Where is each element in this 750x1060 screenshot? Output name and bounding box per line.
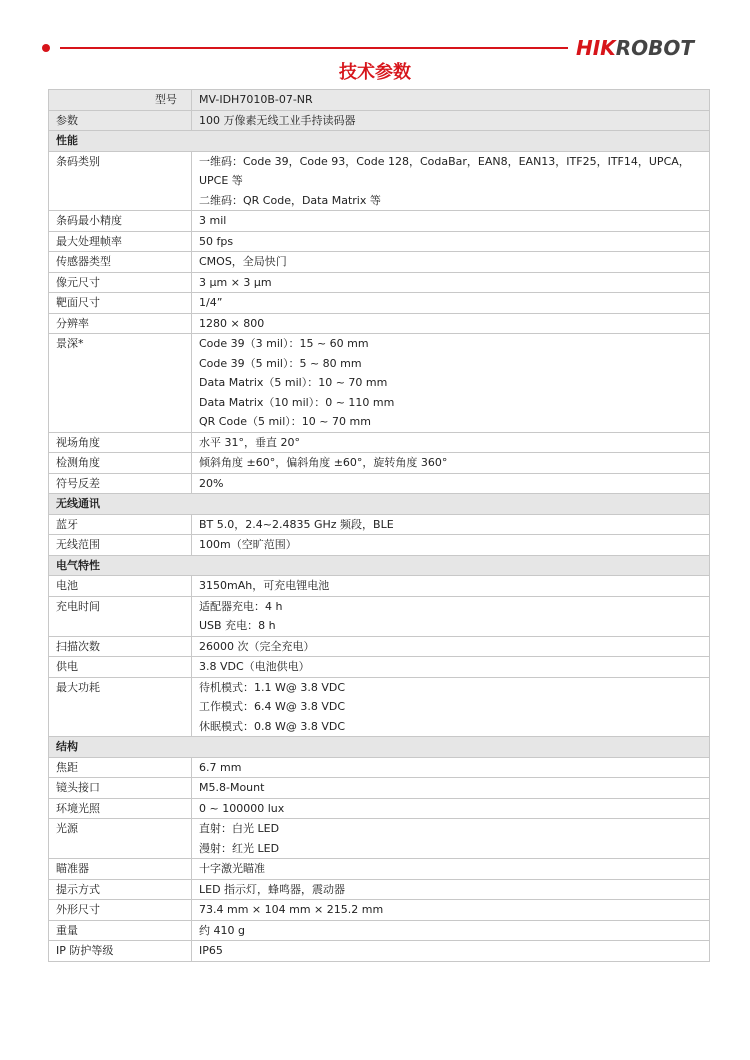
spec-value bbox=[192, 596, 710, 636]
spec-label: 焦距 bbox=[49, 757, 192, 778]
param-row bbox=[49, 110, 710, 131]
spec-value-line: 26000 次（完全充电） bbox=[199, 639, 315, 653]
spec-value-line: 3 μm × 3 μm bbox=[199, 275, 272, 289]
spec-label: 无线范围 bbox=[49, 535, 192, 556]
spec-value bbox=[192, 293, 710, 314]
spec-value bbox=[192, 657, 710, 678]
spec-value-line: QR Code（5 mil）：10 ~ 70 mm bbox=[199, 415, 371, 428]
spec-value bbox=[192, 798, 710, 819]
page-title: 技术参数 bbox=[339, 62, 411, 83]
spec-value-line: 3 mil bbox=[199, 214, 227, 227]
spec-row bbox=[49, 757, 710, 778]
spec-value bbox=[192, 941, 710, 962]
spec-value bbox=[192, 252, 710, 273]
spec-value-line: Code 39（3 mil）：15 ~ 60 mm bbox=[199, 337, 369, 350]
spec-label: 扫描次数 bbox=[49, 636, 192, 657]
spec-value bbox=[192, 334, 710, 433]
spec-label: IP 防护等级 bbox=[49, 941, 192, 962]
spec-value-line: 1280 × 800 bbox=[199, 316, 265, 330]
spec-value bbox=[192, 778, 710, 799]
spec-value-line: 待机模式：1.1 W@ 3.8 VDC bbox=[199, 680, 346, 694]
spec-value bbox=[192, 576, 710, 597]
spec-row bbox=[49, 535, 710, 556]
hikrobot-logo: HIKROBOT bbox=[576, 36, 694, 60]
spec-label: 符号反差 bbox=[49, 473, 192, 494]
spec-label: 电池 bbox=[49, 576, 192, 597]
spec-value-line: 约 410 g bbox=[199, 923, 245, 937]
spec-value-line: 一维码：Code 39，Code 93，Code 128，CodaBar，EAN8，EAN13，ITF25，ITF14，UPCA， bbox=[199, 154, 690, 168]
spec-value-line: 0 ~ 100000 lux bbox=[199, 801, 285, 815]
spec-value-line: USB 充电：8 h bbox=[199, 619, 276, 632]
spec-value-line: 直射：白光 LED bbox=[199, 822, 280, 835]
spec-label: 供电 bbox=[49, 657, 192, 678]
spec-value bbox=[192, 819, 710, 859]
spec-value bbox=[192, 473, 710, 494]
spec-value-line: 50 fps bbox=[199, 234, 234, 248]
section-header-row bbox=[49, 555, 710, 576]
spec-row bbox=[49, 151, 710, 211]
section-header-row bbox=[49, 494, 710, 515]
spec-value bbox=[192, 151, 710, 211]
spec-row bbox=[49, 677, 710, 737]
spec-row bbox=[49, 252, 710, 273]
section-title: 结构 bbox=[49, 737, 710, 758]
spec-label: 像元尺寸 bbox=[49, 272, 192, 293]
spec-label: 检测角度 bbox=[49, 453, 192, 474]
spec-row bbox=[49, 900, 710, 921]
spec-row bbox=[49, 313, 710, 334]
spec-row bbox=[49, 514, 710, 535]
header-red-dot bbox=[42, 44, 50, 52]
spec-row bbox=[49, 657, 710, 678]
spec-value-line: 适配器充电：4 h bbox=[199, 599, 283, 613]
spec-label: 外形尺寸 bbox=[49, 900, 192, 921]
spec-value-line: 6.7 mm bbox=[199, 760, 242, 774]
spec-label: 最大处理帧率 bbox=[49, 231, 192, 252]
section-header-row bbox=[49, 737, 710, 758]
spec-value-line: Data Matrix（10 mil）：0 ~ 110 mm bbox=[199, 395, 395, 409]
spec-value bbox=[192, 879, 710, 900]
spec-row bbox=[49, 819, 710, 859]
spec-value-line: 工作模式：6.4 W@ 3.8 VDC bbox=[199, 700, 346, 713]
spec-value-line: M5.8-Mount bbox=[199, 781, 265, 794]
spec-value bbox=[192, 757, 710, 778]
spec-row bbox=[49, 778, 710, 799]
model-row bbox=[49, 90, 710, 111]
spec-label: 充电时间 bbox=[49, 596, 192, 636]
spec-label: 环境光照 bbox=[49, 798, 192, 819]
spec-row bbox=[49, 596, 710, 636]
spec-value-line: 水平 31°，垂直 20° bbox=[199, 435, 300, 449]
spec-row bbox=[49, 798, 710, 819]
spec-label: 视场角度 bbox=[49, 432, 192, 453]
spec-value-line: 十字激光瞄准 bbox=[199, 862, 265, 875]
spec-row bbox=[49, 272, 710, 293]
param-label: 参数 bbox=[49, 110, 192, 131]
spec-value-line: 100m（空旷范围） bbox=[199, 538, 297, 551]
section-header-row bbox=[49, 131, 710, 152]
spec-value-line: 二维码：QR Code，Data Matrix 等 bbox=[199, 193, 381, 207]
model-value: MV-IDH7010B-07-NR bbox=[192, 90, 710, 111]
spec-value-line: UPCE 等 bbox=[199, 174, 243, 187]
spec-table bbox=[48, 89, 710, 962]
spec-label: 镜头接口 bbox=[49, 778, 192, 799]
spec-value bbox=[192, 272, 710, 293]
model-label: 型号 bbox=[49, 90, 192, 111]
spec-value bbox=[192, 636, 710, 657]
spec-value-line: IP65 bbox=[199, 944, 223, 957]
spec-value bbox=[192, 313, 710, 334]
section-title: 电气特性 bbox=[49, 555, 710, 576]
spec-value-line: 20% bbox=[199, 476, 224, 490]
spec-value-line: BT 5.0，2.4~2.4835 GHz 频段，BLE bbox=[199, 517, 394, 531]
spec-value-line: 休眠模式：0.8 W@ 3.8 VDC bbox=[199, 719, 346, 733]
spec-value-line: 1/4” bbox=[199, 296, 223, 309]
spec-row bbox=[49, 879, 710, 900]
spec-row bbox=[49, 231, 710, 252]
spec-value bbox=[192, 432, 710, 453]
spec-value bbox=[192, 211, 710, 232]
spec-label: 靶面尺寸 bbox=[49, 293, 192, 314]
spec-value-line: Code 39（5 mil）：5 ~ 80 mm bbox=[199, 356, 362, 370]
spec-label: 重量 bbox=[49, 920, 192, 941]
spec-label: 蓝牙 bbox=[49, 514, 192, 535]
spec-value-line: 漫射：红光 LED bbox=[199, 841, 280, 855]
header-red-line bbox=[60, 47, 568, 49]
spec-row bbox=[49, 293, 710, 314]
spec-value-line: Data Matrix（5 mil）：10 ~ 70 mm bbox=[199, 376, 388, 389]
spec-row bbox=[49, 453, 710, 474]
spec-value-line: 3.8 VDC（电池供电） bbox=[199, 660, 310, 673]
spec-label: 条码最小精度 bbox=[49, 211, 192, 232]
spec-label: 分辨率 bbox=[49, 313, 192, 334]
spec-row bbox=[49, 636, 710, 657]
spec-label: 景深* bbox=[49, 334, 192, 433]
spec-value bbox=[192, 677, 710, 737]
spec-label: 传感器类型 bbox=[49, 252, 192, 273]
spec-label: 瞄准器 bbox=[49, 859, 192, 880]
spec-value bbox=[192, 535, 710, 556]
spec-value-line: 倾斜角度 ±60°，偏斜角度 ±60°，旋转角度 360° bbox=[199, 456, 448, 469]
spec-row bbox=[49, 920, 710, 941]
param-value: 100 万像素无线工业手持读码器 bbox=[192, 110, 710, 131]
spec-row bbox=[49, 211, 710, 232]
spec-row bbox=[49, 473, 710, 494]
spec-value bbox=[192, 231, 710, 252]
spec-value bbox=[192, 920, 710, 941]
spec-label: 光源 bbox=[49, 819, 192, 859]
spec-label: 提示方式 bbox=[49, 879, 192, 900]
section-title: 无线通讯 bbox=[49, 494, 710, 515]
spec-value-line: CMOS，全局快门 bbox=[199, 255, 287, 268]
spec-value bbox=[192, 900, 710, 921]
spec-value bbox=[192, 453, 710, 474]
spec-row bbox=[49, 432, 710, 453]
spec-value-line: 3150mAh，可充电锂电池 bbox=[199, 579, 330, 592]
spec-row bbox=[49, 941, 710, 962]
spec-value-line: 73.4 mm × 104 mm × 215.2 mm bbox=[199, 903, 384, 916]
spec-value bbox=[192, 859, 710, 880]
spec-value bbox=[192, 514, 710, 535]
spec-label: 条码类别 bbox=[49, 151, 192, 211]
spec-row bbox=[49, 859, 710, 880]
section-title: 性能 bbox=[49, 131, 710, 152]
spec-row bbox=[49, 334, 710, 433]
spec-label: 最大功耗 bbox=[49, 677, 192, 737]
spec-value-line: LED 指示灯，蜂鸣器，震动器 bbox=[199, 882, 346, 896]
spec-row bbox=[49, 576, 710, 597]
